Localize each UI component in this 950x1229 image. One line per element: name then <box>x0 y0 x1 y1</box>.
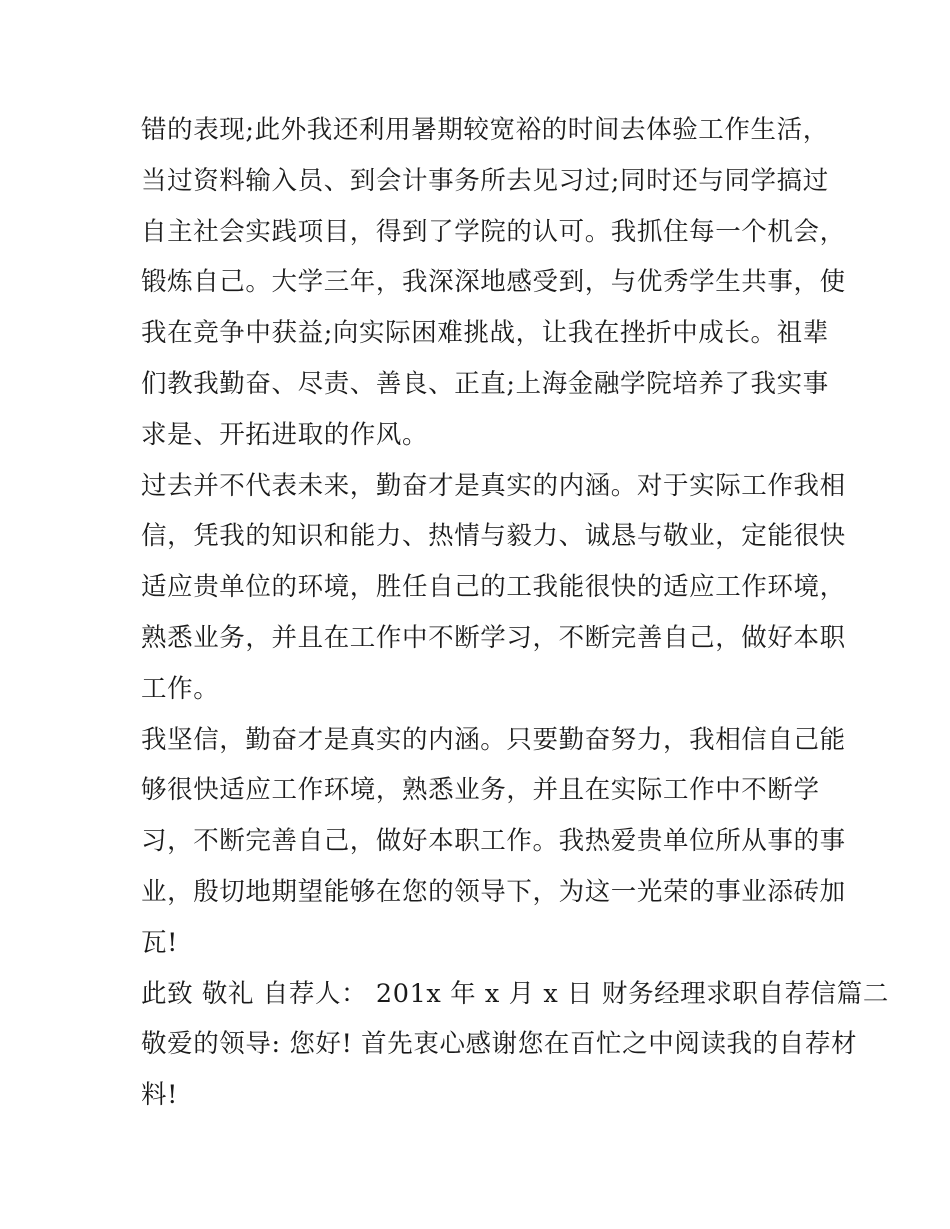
text-line: 料! <box>141 1080 178 1111</box>
text-line: 信，凭我的知识和能力、热情与毅力、诚恳与敬业，定能很快 <box>141 521 846 552</box>
text-line: 业，殷切地期望能够在您的领导下，为这一光荣的事业添砖加 <box>141 876 846 907</box>
text-line: 此致 敬礼 自荐人： 201x 年 x 月 x 日 财务经理求职自荐信篇二 <box>141 978 889 1009</box>
text-line: 工作。 <box>141 673 220 704</box>
text-line: 瓦! <box>141 927 178 958</box>
text-line: 们教我勤奋、尽责、善良、正直;上海金融学院培养了我实事 <box>141 368 829 399</box>
text-line: 够很快适应工作环境，熟悉业务，并且在实际工作中不断学 <box>141 775 820 806</box>
text-line: 过去并不代表未来，勤奋才是真实的内涵。对于实际工作我相 <box>141 470 846 501</box>
text-line: 错的表现;此外我还利用暑期较宽裕的时间去体验工作生活， <box>141 115 829 145</box>
text-line: 求是、开拓进取的作风。 <box>141 419 429 450</box>
text-line: 我在竞争中获益;向实际困难挑战，让我在挫折中成长。祖辈 <box>141 318 829 349</box>
text-line: 当过资料输入员、到会计事务所去见习过;同时还与同学搞过 <box>141 165 829 196</box>
text-line: 敬爱的领导: 您好! 首先衷心感谢您在百忙之中阅读我的自荐材 <box>141 1029 858 1060</box>
text-line: 自主社会实践项目，得到了学院的认可。我抓住每一个机会， <box>141 216 846 247</box>
text-line: 锻炼自己。大学三年，我深深地感受到，与优秀学生共事，使 <box>141 267 846 298</box>
text-line: 熟悉业务，并且在工作中不断学习，不断完善自己，做好本职 <box>141 622 846 653</box>
document-body <box>141 110 889 1126</box>
text-line: 习，不断完善自己，做好本职工作。我热爱贵单位所从事的事 <box>141 826 846 857</box>
text-line: 我坚信，勤奋才是真实的内涵。只要勤奋努力，我相信自己能 <box>141 724 846 755</box>
text-line: 适应贵单位的环境，胜任自己的工我能很快的适应工作环境， <box>141 572 846 603</box>
